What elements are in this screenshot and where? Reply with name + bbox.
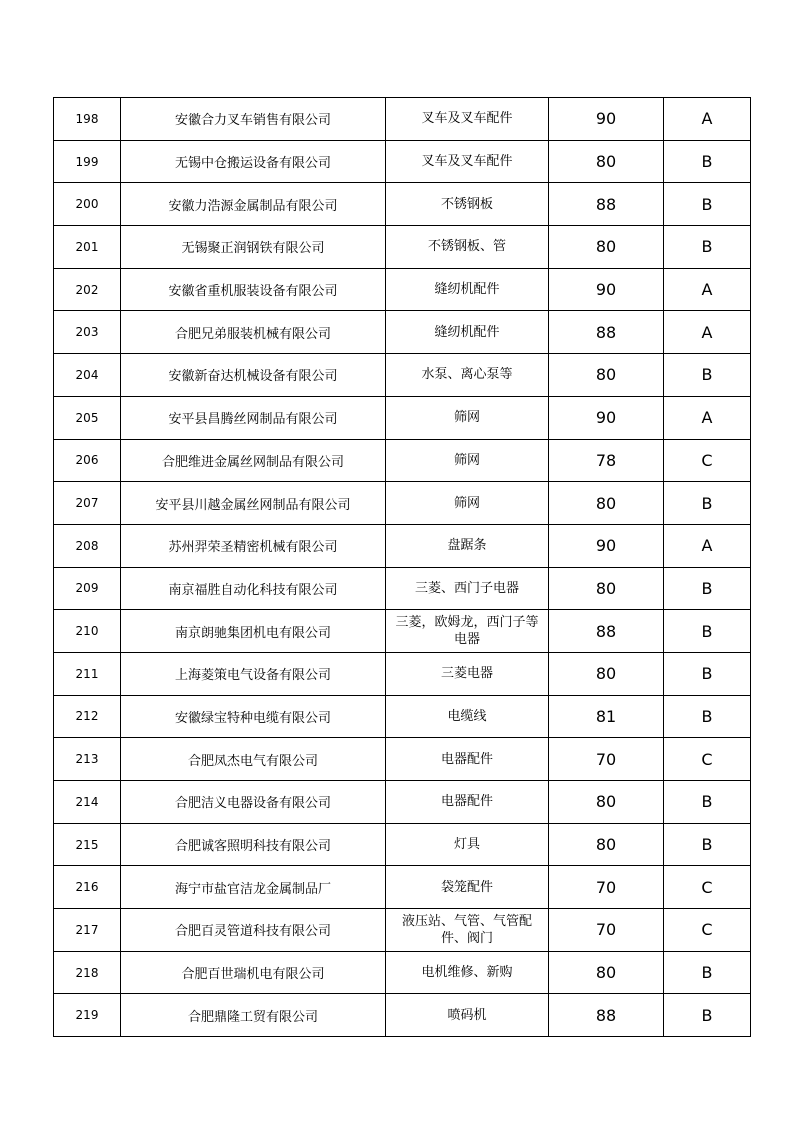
score-cell: 70	[549, 909, 664, 952]
table-row	[54, 738, 751, 781]
grade-cell: B	[664, 781, 751, 824]
company-name-cell: 南京朗驰集团机电有限公司	[121, 610, 386, 653]
product-cell: 三菱、西门子电器	[386, 567, 549, 610]
table-row	[54, 98, 751, 141]
score-cell: 70	[549, 866, 664, 909]
table-row	[54, 909, 751, 952]
row-number-cell: 206	[54, 439, 121, 482]
company-name-cell: 合肥洁义电器设备有限公司	[121, 781, 386, 824]
row-number-cell: 201	[54, 226, 121, 269]
row-number-cell: 202	[54, 268, 121, 311]
product-cell: 缝纫机配件	[386, 311, 549, 354]
company-name-cell: 海宁市盐官洁龙金属制品厂	[121, 866, 386, 909]
table-row	[54, 823, 751, 866]
row-number-cell: 209	[54, 567, 121, 610]
score-cell: 81	[549, 695, 664, 738]
grade-cell: A	[664, 268, 751, 311]
company-name-cell: 合肥百灵管道科技有限公司	[121, 909, 386, 952]
table-row	[54, 268, 751, 311]
company-name-cell: 合肥兄弟服装机械有限公司	[121, 311, 386, 354]
company-name-cell: 安平县昌腾丝网制品有限公司	[121, 396, 386, 439]
table-row	[54, 396, 751, 439]
product-cell: 喷码机	[386, 994, 549, 1037]
row-number-cell: 217	[54, 909, 121, 952]
table-row	[54, 311, 751, 354]
product-cell: 液压站、气管、气管配件、阀门	[386, 909, 549, 952]
product-cell: 袋笼配件	[386, 866, 549, 909]
company-name-cell: 安徽新奋达机械设备有限公司	[121, 354, 386, 397]
row-number-cell: 205	[54, 396, 121, 439]
score-cell: 80	[549, 354, 664, 397]
row-number-cell: 214	[54, 781, 121, 824]
product-cell: 电器配件	[386, 738, 549, 781]
row-number-cell: 210	[54, 610, 121, 653]
score-cell: 80	[549, 951, 664, 994]
score-cell: 80	[549, 140, 664, 183]
company-name-cell: 安平县川越金属丝网制品有限公司	[121, 482, 386, 525]
score-cell: 90	[549, 396, 664, 439]
company-name-cell: 上海菱策电气设备有限公司	[121, 652, 386, 695]
company-name-cell: 安徽力浩源金属制品有限公司	[121, 183, 386, 226]
table-row	[54, 781, 751, 824]
product-cell: 三菱电器	[386, 652, 549, 695]
product-cell: 筛网	[386, 482, 549, 525]
grade-cell: B	[664, 951, 751, 994]
company-name-cell: 合肥百世瑞机电有限公司	[121, 951, 386, 994]
product-cell: 不锈钢板、管	[386, 226, 549, 269]
row-number-cell: 204	[54, 354, 121, 397]
product-cell: 筛网	[386, 439, 549, 482]
company-name-cell: 南京福胜自动化科技有限公司	[121, 567, 386, 610]
product-cell: 叉车及叉车配件	[386, 98, 549, 141]
grade-cell: B	[664, 226, 751, 269]
grade-cell: B	[664, 183, 751, 226]
grade-cell: A	[664, 396, 751, 439]
company-name-cell: 苏州羿荣圣精密机械有限公司	[121, 524, 386, 567]
row-number-cell: 219	[54, 994, 121, 1037]
product-cell: 叉车及叉车配件	[386, 140, 549, 183]
grade-cell: C	[664, 909, 751, 952]
grade-cell: B	[664, 610, 751, 653]
row-number-cell: 216	[54, 866, 121, 909]
company-name-cell: 合肥凤杰电气有限公司	[121, 738, 386, 781]
table-row	[54, 183, 751, 226]
grade-cell: C	[664, 439, 751, 482]
product-cell: 三菱，欧姆龙，西门子等电器	[386, 610, 549, 653]
score-cell: 90	[549, 268, 664, 311]
grade-cell: C	[664, 866, 751, 909]
company-name-cell: 合肥维进金属丝网制品有限公司	[121, 439, 386, 482]
company-name-cell: 安徽省重机服装设备有限公司	[121, 268, 386, 311]
score-cell: 88	[549, 994, 664, 1037]
row-number-cell: 203	[54, 311, 121, 354]
company-name-cell: 无锡中仓搬运设备有限公司	[121, 140, 386, 183]
grade-cell: A	[664, 98, 751, 141]
score-cell: 88	[549, 610, 664, 653]
row-number-cell: 207	[54, 482, 121, 525]
score-cell: 80	[549, 226, 664, 269]
company-name-cell: 无锡聚正润钢铁有限公司	[121, 226, 386, 269]
company-name-cell: 安徽合力叉车销售有限公司	[121, 98, 386, 141]
product-cell: 电缆线	[386, 695, 549, 738]
grade-cell: B	[664, 567, 751, 610]
table-row	[54, 652, 751, 695]
table-body	[54, 98, 751, 1037]
row-number-cell: 211	[54, 652, 121, 695]
grade-cell: B	[664, 823, 751, 866]
product-cell: 水泵、离心泵等	[386, 354, 549, 397]
score-cell: 88	[549, 311, 664, 354]
grade-cell: A	[664, 311, 751, 354]
supplier-rating-table	[53, 97, 751, 1037]
score-cell: 80	[549, 823, 664, 866]
grade-cell: A	[664, 524, 751, 567]
row-number-cell: 213	[54, 738, 121, 781]
grade-cell: C	[664, 738, 751, 781]
table-row	[54, 226, 751, 269]
score-cell: 80	[549, 567, 664, 610]
company-name-cell: 合肥诚客照明科技有限公司	[121, 823, 386, 866]
table-row	[54, 610, 751, 653]
grade-cell: B	[664, 695, 751, 738]
table-row	[54, 866, 751, 909]
product-cell: 灯具	[386, 823, 549, 866]
row-number-cell: 218	[54, 951, 121, 994]
score-cell: 90	[549, 524, 664, 567]
row-number-cell: 215	[54, 823, 121, 866]
row-number-cell: 208	[54, 524, 121, 567]
table-row	[54, 439, 751, 482]
table-row	[54, 567, 751, 610]
row-number-cell: 199	[54, 140, 121, 183]
grade-cell: B	[664, 354, 751, 397]
row-number-cell: 212	[54, 695, 121, 738]
product-cell: 盘踞条	[386, 524, 549, 567]
product-cell: 不锈钢板	[386, 183, 549, 226]
table-row	[54, 524, 751, 567]
company-name-cell: 安徽绿宝特种电缆有限公司	[121, 695, 386, 738]
row-number-cell: 198	[54, 98, 121, 141]
table-row	[54, 482, 751, 525]
score-cell: 80	[549, 652, 664, 695]
score-cell: 70	[549, 738, 664, 781]
score-cell: 80	[549, 482, 664, 525]
grade-cell: B	[664, 652, 751, 695]
product-cell: 缝纫机配件	[386, 268, 549, 311]
score-cell: 80	[549, 781, 664, 824]
row-number-cell: 200	[54, 183, 121, 226]
grade-cell: B	[664, 482, 751, 525]
score-cell: 78	[549, 439, 664, 482]
table-row	[54, 951, 751, 994]
table-row	[54, 695, 751, 738]
score-cell: 88	[549, 183, 664, 226]
table-row	[54, 140, 751, 183]
table-row	[54, 994, 751, 1037]
table-row	[54, 354, 751, 397]
grade-cell: B	[664, 994, 751, 1037]
product-cell: 筛网	[386, 396, 549, 439]
product-cell: 电器配件	[386, 781, 549, 824]
score-cell: 90	[549, 98, 664, 141]
company-name-cell: 合肥鼎隆工贸有限公司	[121, 994, 386, 1037]
product-cell: 电机维修、新购	[386, 951, 549, 994]
grade-cell: B	[664, 140, 751, 183]
